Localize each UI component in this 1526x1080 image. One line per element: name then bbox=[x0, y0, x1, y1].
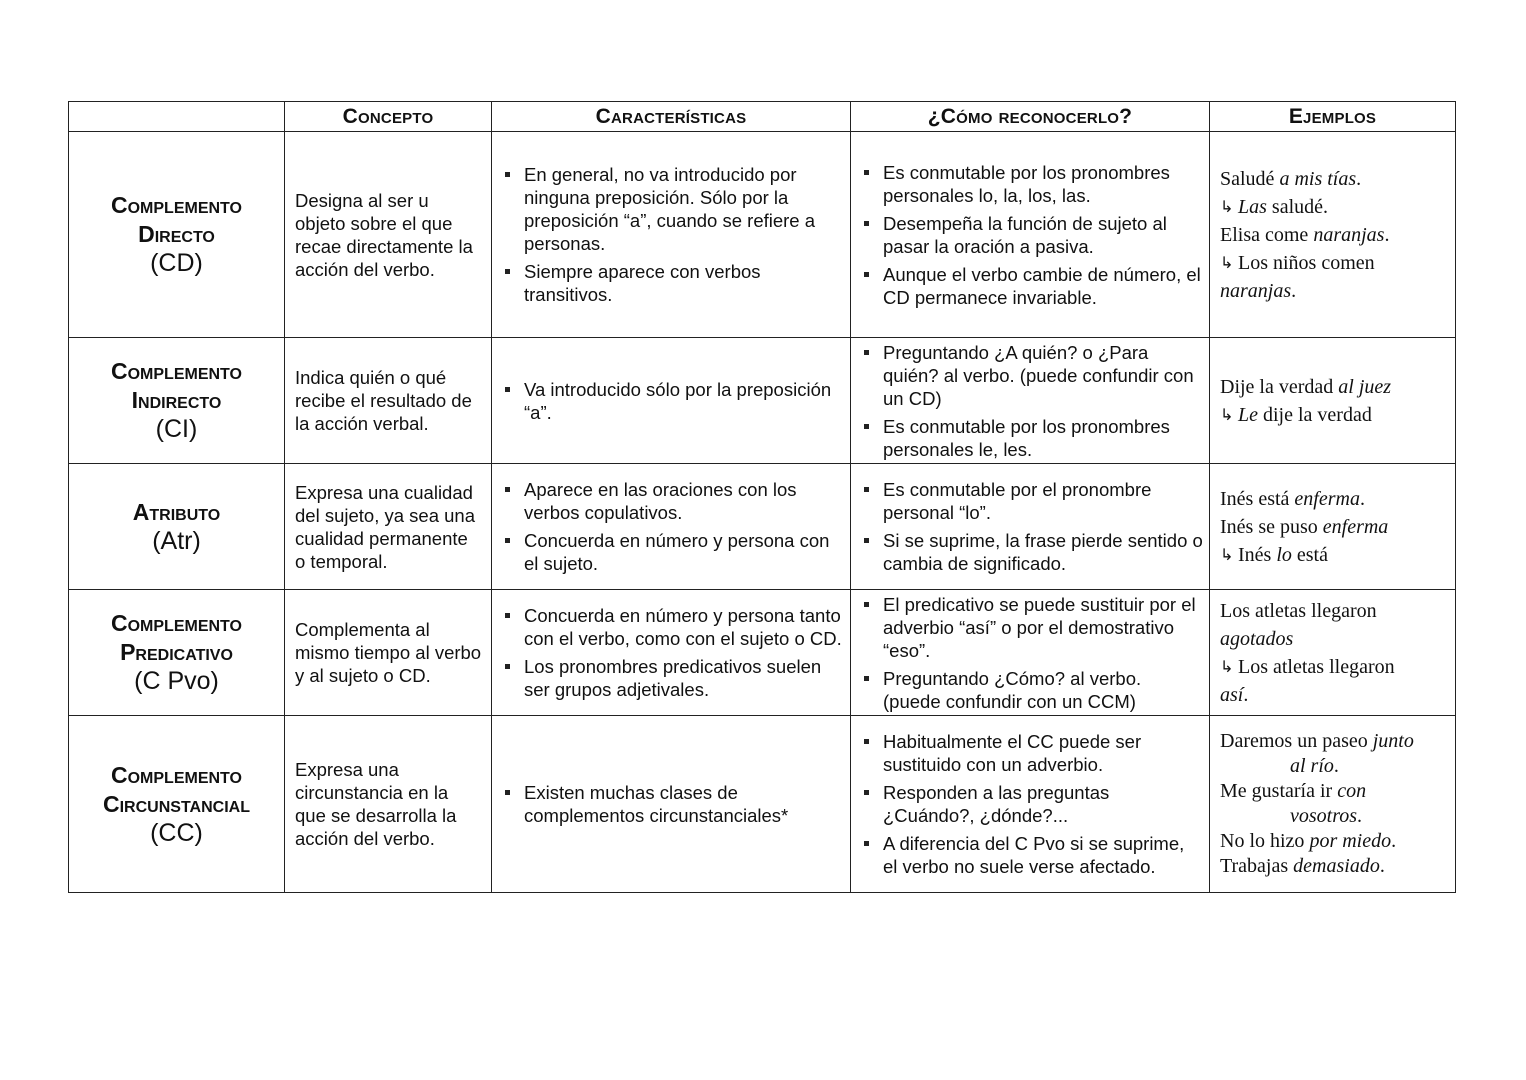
example-italic: con bbox=[1337, 780, 1367, 802]
example-line bbox=[1220, 754, 1447, 779]
example-text: Saludé bbox=[1220, 167, 1280, 190]
example-line bbox=[1220, 277, 1447, 305]
example-italic: naranjas bbox=[1220, 279, 1292, 302]
example-text-after: . bbox=[1384, 223, 1390, 246]
table-row bbox=[69, 132, 1456, 338]
example-text: Inés se puso bbox=[1220, 515, 1323, 538]
example-italic: vosotros bbox=[1290, 805, 1358, 827]
recognition-item: Habitualmente el CC puede ser sustituido con un adverbio. bbox=[861, 730, 1203, 776]
row-title-cell bbox=[69, 464, 285, 590]
row-title-line2: Circunstancial bbox=[103, 790, 250, 817]
row-title-line2: Directo bbox=[138, 221, 215, 247]
example-text: Los atletas llegaron bbox=[1238, 655, 1395, 678]
example-italic: demasiado bbox=[1293, 855, 1380, 877]
example-line bbox=[1220, 373, 1447, 401]
example-text-after: . bbox=[1391, 830, 1397, 852]
characteristic-item: Siempre aparece con verbos transitivos. bbox=[502, 260, 844, 306]
recognition-list bbox=[851, 341, 1209, 461]
row-abbreviation: (C Pvo) bbox=[134, 667, 219, 695]
example-italic: Las bbox=[1238, 195, 1267, 218]
recognition-item: Desempeña la función de sujeto al pasar la oración a pasiva. bbox=[861, 212, 1203, 258]
example-line bbox=[1220, 541, 1447, 569]
row-title-cell bbox=[69, 590, 285, 716]
example-italic: agotados bbox=[1220, 627, 1294, 650]
row-abbreviation: (CD) bbox=[150, 249, 203, 277]
example-text: dije la verdad bbox=[1258, 403, 1372, 426]
row-title-line1: Complemento bbox=[111, 358, 242, 384]
header-concepto: Concepto bbox=[285, 102, 492, 132]
row-title-cell bbox=[69, 716, 285, 893]
example-italic: naranjas bbox=[1313, 223, 1385, 246]
characteristics-cell bbox=[492, 464, 851, 590]
characteristic-item: Concuerda en número y persona tanto con el verbo, como con el sujeto o CD. bbox=[502, 604, 844, 650]
example-italic: por miedo bbox=[1309, 830, 1392, 852]
example-italic: al juez bbox=[1338, 375, 1392, 398]
examples-cell bbox=[1210, 338, 1456, 464]
example-line bbox=[1220, 485, 1447, 513]
example-line bbox=[1220, 249, 1447, 277]
example-italic: al río bbox=[1290, 755, 1334, 777]
row-title-line1: Complemento bbox=[111, 761, 242, 788]
row-title-cell bbox=[69, 132, 285, 338]
characteristics-list bbox=[492, 781, 850, 827]
example-line bbox=[1220, 779, 1447, 804]
recognition-list bbox=[851, 730, 1209, 878]
concept-cell: Complementa al mismo tiempo al verbo y al sujeto o CD. bbox=[285, 590, 492, 716]
recognition-cell bbox=[851, 132, 1210, 338]
row-title-cell bbox=[69, 338, 285, 464]
characteristics-cell bbox=[492, 716, 851, 893]
example-line bbox=[1220, 829, 1447, 854]
example-line bbox=[1220, 729, 1447, 754]
example-text: saludé. bbox=[1266, 195, 1328, 218]
return-arrow-icon: ↳ bbox=[1220, 196, 1234, 216]
example-line bbox=[1220, 804, 1447, 829]
examples-cell bbox=[1210, 590, 1456, 716]
example-line bbox=[1220, 513, 1447, 541]
example-text: Trabajas bbox=[1220, 855, 1294, 877]
example-italic: enferma bbox=[1322, 515, 1389, 538]
example-line bbox=[1220, 221, 1447, 249]
characteristics-list bbox=[492, 604, 850, 701]
characteristic-item: Aparece en las oraciones con los verbos copulativos. bbox=[502, 478, 844, 524]
example-line bbox=[1220, 625, 1447, 653]
example-text-after: . bbox=[1291, 279, 1297, 302]
recognition-item: A diferencia del C Pvo si se suprime, el verbo no suele verse afectado. bbox=[861, 832, 1203, 878]
example-text: Elisa come bbox=[1220, 223, 1314, 246]
row-title-line1: Complemento bbox=[111, 610, 242, 636]
table-body bbox=[69, 132, 1456, 893]
example-text-after: . bbox=[1333, 755, 1339, 777]
example-italic: así bbox=[1220, 683, 1244, 706]
characteristic-item: En general, no va introducido por ninguna preposición. Sólo por la preposición “a”, cuando se refiere a personas. bbox=[502, 163, 844, 255]
concept-cell: Designa al ser u objeto sobre el que recae directamente la acción del verbo. bbox=[285, 132, 492, 338]
example-text: Inés está bbox=[1220, 487, 1295, 510]
example-text-after: . bbox=[1356, 167, 1362, 190]
example-italic: a mis tías bbox=[1279, 167, 1357, 190]
return-arrow-icon: ↳ bbox=[1220, 252, 1234, 272]
row-abbreviation: (CI) bbox=[155, 415, 198, 443]
header-blank bbox=[69, 102, 285, 132]
row-abbreviation: (Atr) bbox=[152, 526, 201, 555]
table-row bbox=[69, 464, 1456, 590]
table-row bbox=[69, 338, 1456, 464]
recognition-item: Preguntando ¿A quién? o ¿Para quién? al verbo. (puede confundir con un CD) bbox=[861, 341, 1203, 410]
examples-cell bbox=[1210, 464, 1456, 590]
row-title-line1: Atributo bbox=[132, 498, 221, 525]
example-line bbox=[1220, 165, 1447, 193]
example-text-after: . bbox=[1379, 855, 1385, 877]
row-abbreviation: (CC) bbox=[150, 818, 203, 847]
header-row bbox=[69, 102, 1456, 132]
return-arrow-icon: ↳ bbox=[1220, 544, 1234, 564]
recognition-list bbox=[851, 593, 1209, 713]
table-row bbox=[69, 590, 1456, 716]
table-row bbox=[69, 716, 1456, 893]
characteristics-cell bbox=[492, 590, 851, 716]
example-text: Los niños comen bbox=[1238, 251, 1375, 274]
example-line bbox=[1220, 597, 1447, 625]
recognition-item: El predicativo se puede sustituir por el adverbio “así” o por el demostrativo “eso”. bbox=[861, 593, 1203, 662]
recognition-item: Aunque el verbo cambie de número, el CD permanece invariable. bbox=[861, 263, 1203, 309]
recognition-cell bbox=[851, 464, 1210, 590]
recognition-item: Responden a las preguntas ¿Cuándo?, ¿dónde?... bbox=[861, 781, 1203, 827]
characteristics-list bbox=[492, 378, 850, 424]
example-text: Dije la verdad bbox=[1220, 375, 1339, 398]
characteristics-list bbox=[492, 478, 850, 575]
recognition-list bbox=[851, 478, 1209, 575]
characteristic-item: Va introducido sólo por la preposición “a”. bbox=[502, 378, 844, 424]
header-ejemplos: Ejemplos bbox=[1210, 102, 1456, 132]
example-line bbox=[1220, 401, 1447, 429]
example-text-after: . bbox=[1243, 683, 1249, 706]
row-title-line2: Indirecto bbox=[131, 387, 222, 413]
recognition-cell bbox=[851, 716, 1210, 893]
concept-cell: Expresa una circunstancia en la que se desarrolla la acción del verbo. bbox=[285, 716, 492, 893]
examples-cell bbox=[1210, 716, 1456, 893]
example-text: Daremos un paseo bbox=[1220, 730, 1373, 752]
header-como-reconocerlo: ¿Cómo reconocerlo? bbox=[851, 102, 1210, 132]
example-text-after: . bbox=[1359, 487, 1365, 510]
recognition-item: Es conmutable por los pronombres personales lo, la, los, las. bbox=[861, 161, 1203, 207]
row-title-line1: Complemento bbox=[111, 192, 242, 218]
characteristic-item: Concuerda en número y persona con el sujeto. bbox=[502, 529, 844, 575]
characteristics-cell bbox=[492, 132, 851, 338]
example-text: Me gustaría ir bbox=[1220, 780, 1338, 802]
characteristics-list bbox=[492, 163, 850, 306]
characteristic-item: Los pronombres predicativos suelen ser grupos adjetivales. bbox=[502, 655, 844, 701]
example-text: Inés bbox=[1238, 543, 1277, 566]
concept-cell: Indica quién o qué recibe el resultado de la acción verbal. bbox=[285, 338, 492, 464]
recognition-item: Si se suprime, la frase pierde sentido o cambia de significado. bbox=[861, 529, 1203, 575]
example-text-after: . bbox=[1357, 805, 1363, 827]
return-arrow-icon: ↳ bbox=[1220, 656, 1234, 676]
recognition-list bbox=[851, 161, 1209, 309]
example-line bbox=[1220, 681, 1447, 709]
concept-cell: Expresa una cualidad del sujeto, ya sea una cualidad permanente o temporal. bbox=[285, 464, 492, 590]
example-italic: enferma bbox=[1294, 487, 1360, 510]
return-arrow-icon: ↳ bbox=[1220, 404, 1234, 424]
recognition-item: Es conmutable por el pronombre personal “lo”. bbox=[861, 478, 1203, 524]
grammar-complements-table bbox=[68, 101, 1456, 893]
example-text: Los atletas llegaron bbox=[1220, 599, 1377, 622]
row-title-line2: Predicativo bbox=[120, 639, 233, 665]
recognition-cell bbox=[851, 590, 1210, 716]
header-caracteristicas: Características bbox=[492, 102, 851, 132]
recognition-cell bbox=[851, 338, 1210, 464]
example-line bbox=[1220, 653, 1447, 681]
example-line bbox=[1220, 193, 1447, 221]
recognition-item: Preguntando ¿Cómo? al verbo. (puede confundir con un CCM) bbox=[861, 667, 1203, 713]
example-italic: junto bbox=[1372, 730, 1414, 752]
example-italic: lo bbox=[1276, 543, 1292, 566]
example-text-after: está bbox=[1291, 543, 1328, 566]
examples-cell bbox=[1210, 132, 1456, 338]
example-italic: Le bbox=[1238, 403, 1258, 426]
characteristic-item: Existen muchas clases de complementos circunstanciales* bbox=[502, 781, 844, 827]
example-text: No lo hizo bbox=[1220, 830, 1310, 852]
example-line bbox=[1220, 854, 1447, 879]
characteristics-cell bbox=[492, 338, 851, 464]
recognition-item: Es conmutable por los pronombres personales le, les. bbox=[861, 415, 1203, 461]
